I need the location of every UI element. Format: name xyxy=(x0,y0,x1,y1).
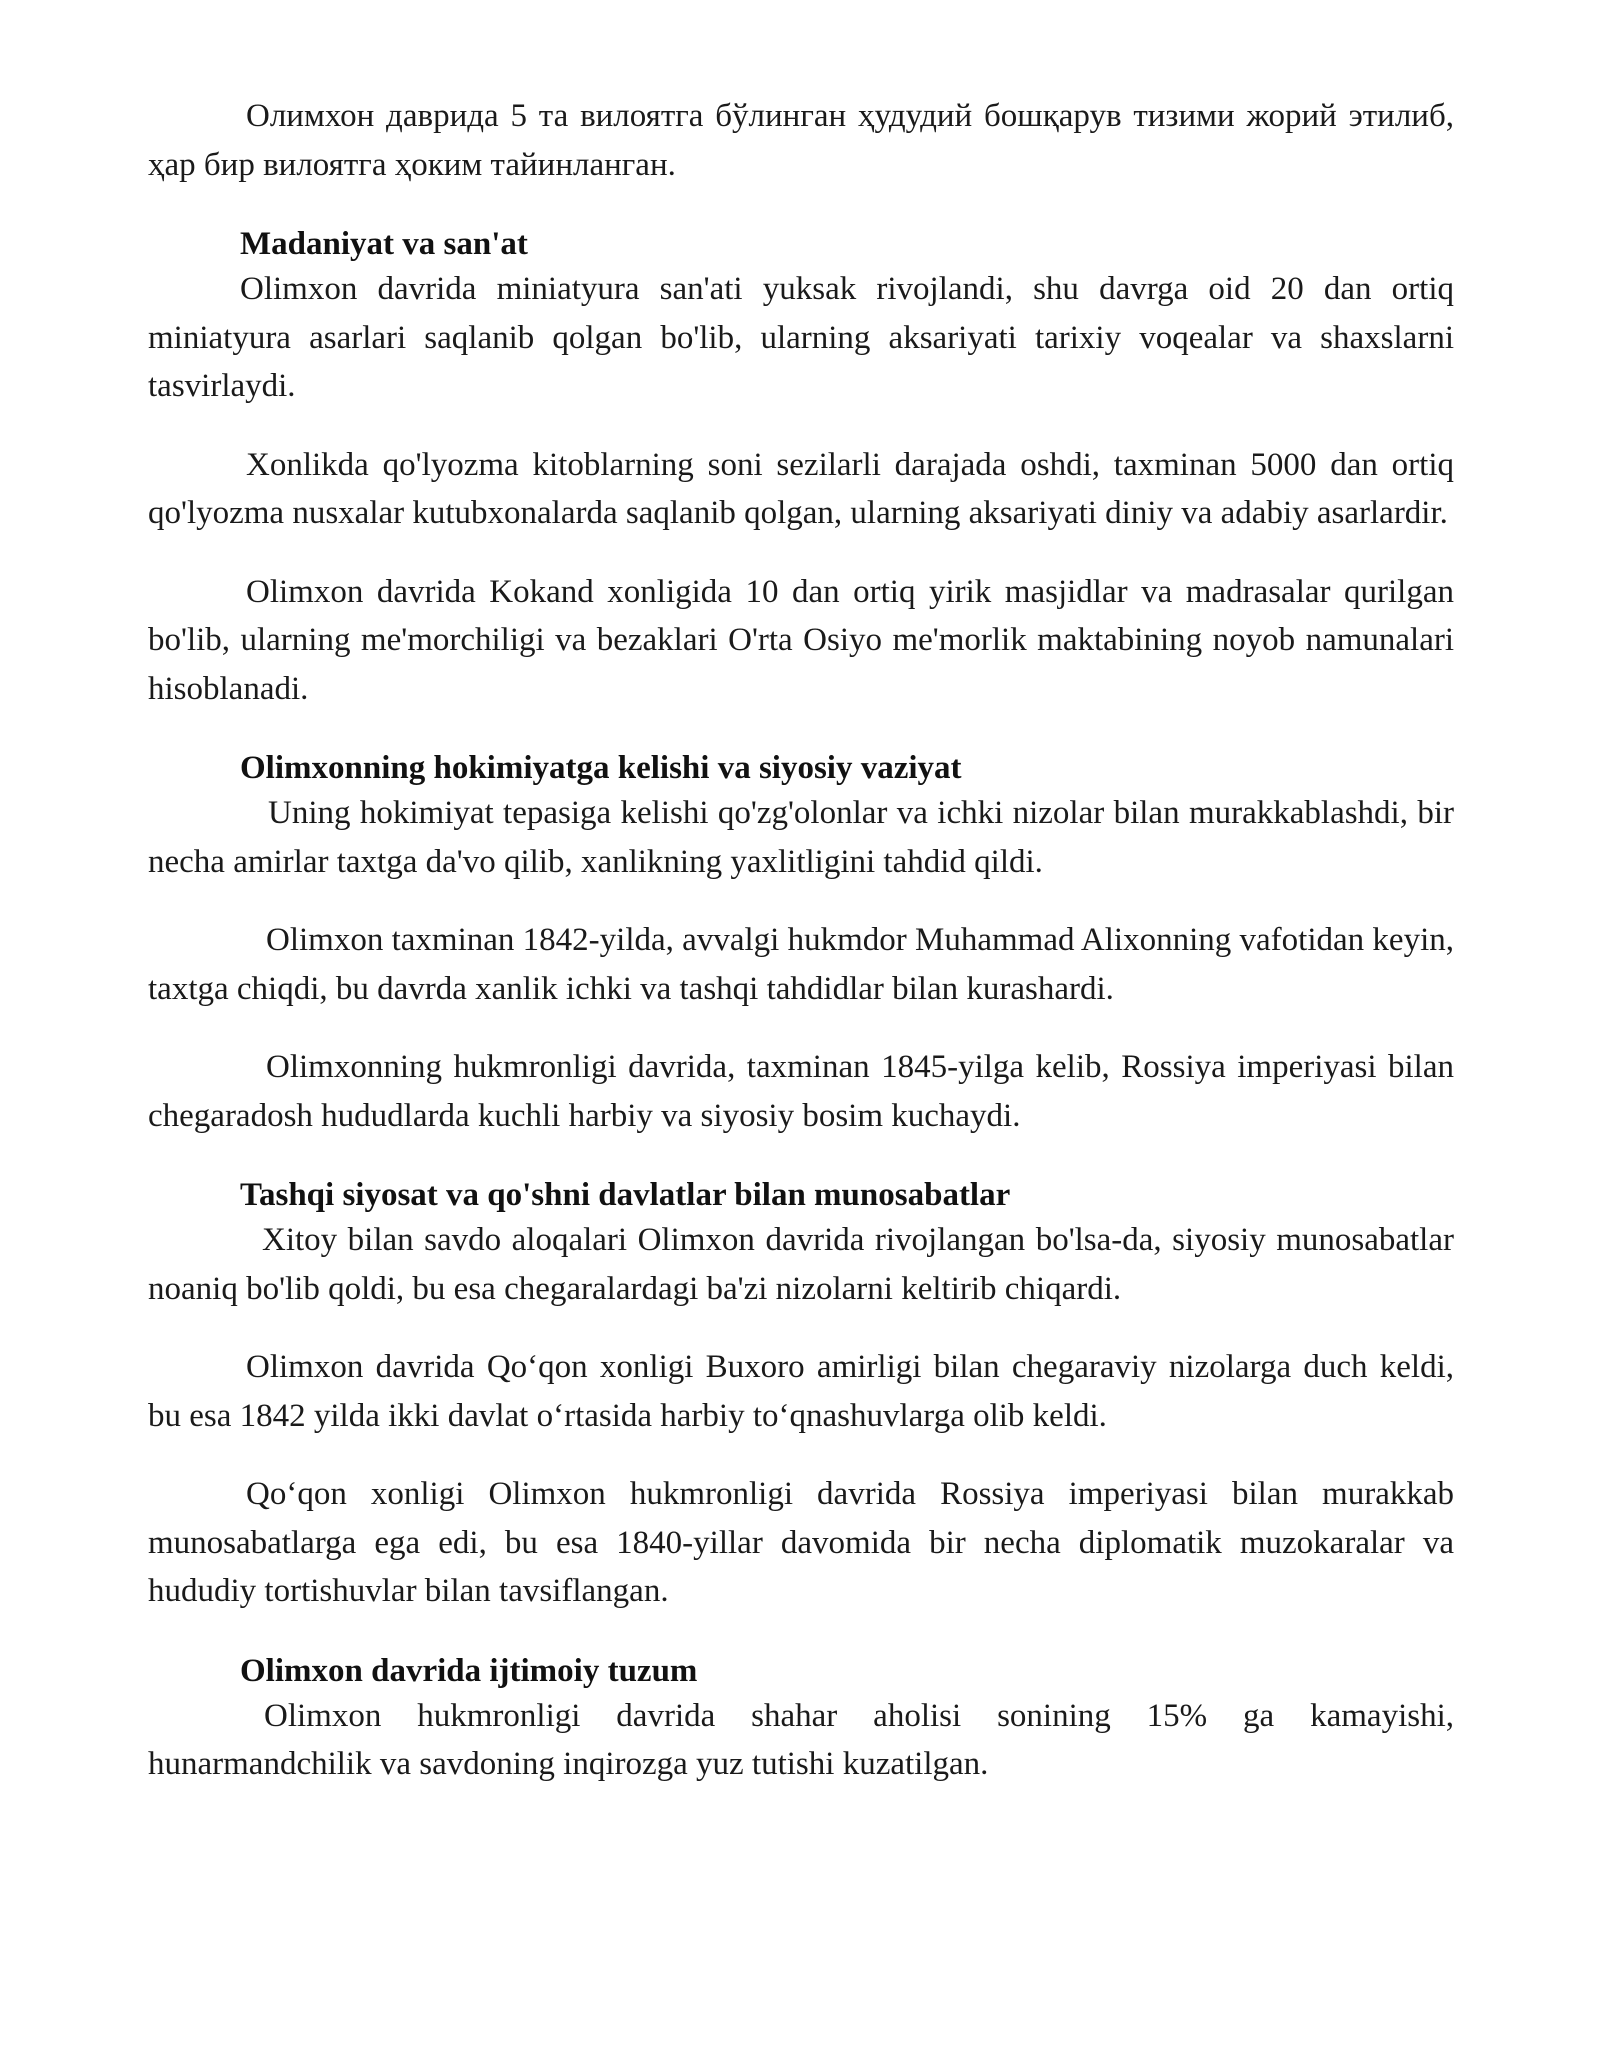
section-heading-social-order: Olimxon davrida ijtimoiy tuzum xyxy=(240,1652,698,1689)
paragraph: Olimxon hukmronligi davrida shahar aholisi sonining 15% ga kamayishi, hunarmandchilik va savdoning inqirozga yuz tutishi kuzatilgan. xyxy=(148,1697,1454,1782)
section-heading-politics: Olimxonning hokimiyatga kelishi va siyosiy vaziyat xyxy=(240,750,962,786)
document-body xyxy=(148,92,1454,1789)
paragraph: Qo‘qon xonligi Olimxon hukmronligi davrida Rossiya imperiyasi bilan murakkab munosabatlarga ega edi, bu esa 1840-yillar davomida bir necha diplomatik muzokaralar va hududiy tortishuvlar bilan tavsiflangan. xyxy=(148,1476,1454,1609)
paragraph: Olimxon davrida Qo‘qon xonligi Buxoro amirligi bilan chegaraviy nizolarga duch keldi, bu esa 1842 yilda ikki davlat o‘rtasida harbiy to‘qnashuvlarga olib keldi. xyxy=(148,1349,1454,1434)
paragraph: Olimxon davrida Kokand xonligida 10 dan ortiq yirik masjidlar va madrasalar qurilgan bo'lib, ularning me'morchiligi va bezaklari O'rta Osiyo me'morlik maktabining noyob namunalari hisoblanadi. xyxy=(148,573,1454,707)
paragraph: Olimxon davrida miniatyura san'ati yuksak rivojlandi, shu davrga oid 20 dan ortiq miniatyura asarlari saqlanib qolgan bo'lib, ularning aksariyati tarixiy voqealar va shaxslarni tasvirlaydi. xyxy=(148,271,1454,404)
section-heading-culture: Madaniyat va san'at xyxy=(240,226,528,262)
paragraph: Xitoy bilan savdo aloqalari Olimxon davrida rivojlangan bo'lsa-da, siyosiy munosabatlar noaniq bo'lib qoldi, bu esa chegaralardagi ba'zi nizolarni keltirib chiqardi. xyxy=(148,1222,1454,1307)
paragraph: Olimxon taxminan 1842-yilda, avvalgi hukmdor Muhammad Alixonning vafotidan keyin, taxtga chiqdi, bu davrda xanlik ichki va tashqi tahdidlar bilan kurashardi. xyxy=(148,922,1454,1007)
intro-paragraph: Олимхон даврида 5 та вилоятга бўлинган ҳудудий бошқарув тизими жорий этилиб, ҳар бир вилоятга ҳоким тайинланган. xyxy=(148,98,1454,183)
paragraph: Xonlikda qo'lyozma kitoblarning soni sezilarli darajada oshdi, taxminan 5000 dan ortiq qo'lyozma nusxalar kutubxonalarda saqlanib qolgan, ularning aksariyati diniy va adabiy asarlardir. xyxy=(148,446,1454,531)
paragraph: Uning hokimiyat tepasiga kelishi qo'zg'olonlar va ichki nizolar bilan murakkablashdi, bir necha amirlar taxtga da'vo qilib, xanlikning yaxlitligini tahdid qildi. xyxy=(148,795,1454,880)
section-heading-foreign-policy: Tashqi siyosat va qo'shni davlatlar bilan munosabatlar xyxy=(240,1177,1011,1213)
paragraph: Olimxonning hukmronligi davrida, taxminan 1845-yilga kelib, Rossiya imperiyasi bilan chegaradosh hududlarda kuchli harbiy va siyosiy bosim kuchaydi. xyxy=(148,1049,1454,1134)
